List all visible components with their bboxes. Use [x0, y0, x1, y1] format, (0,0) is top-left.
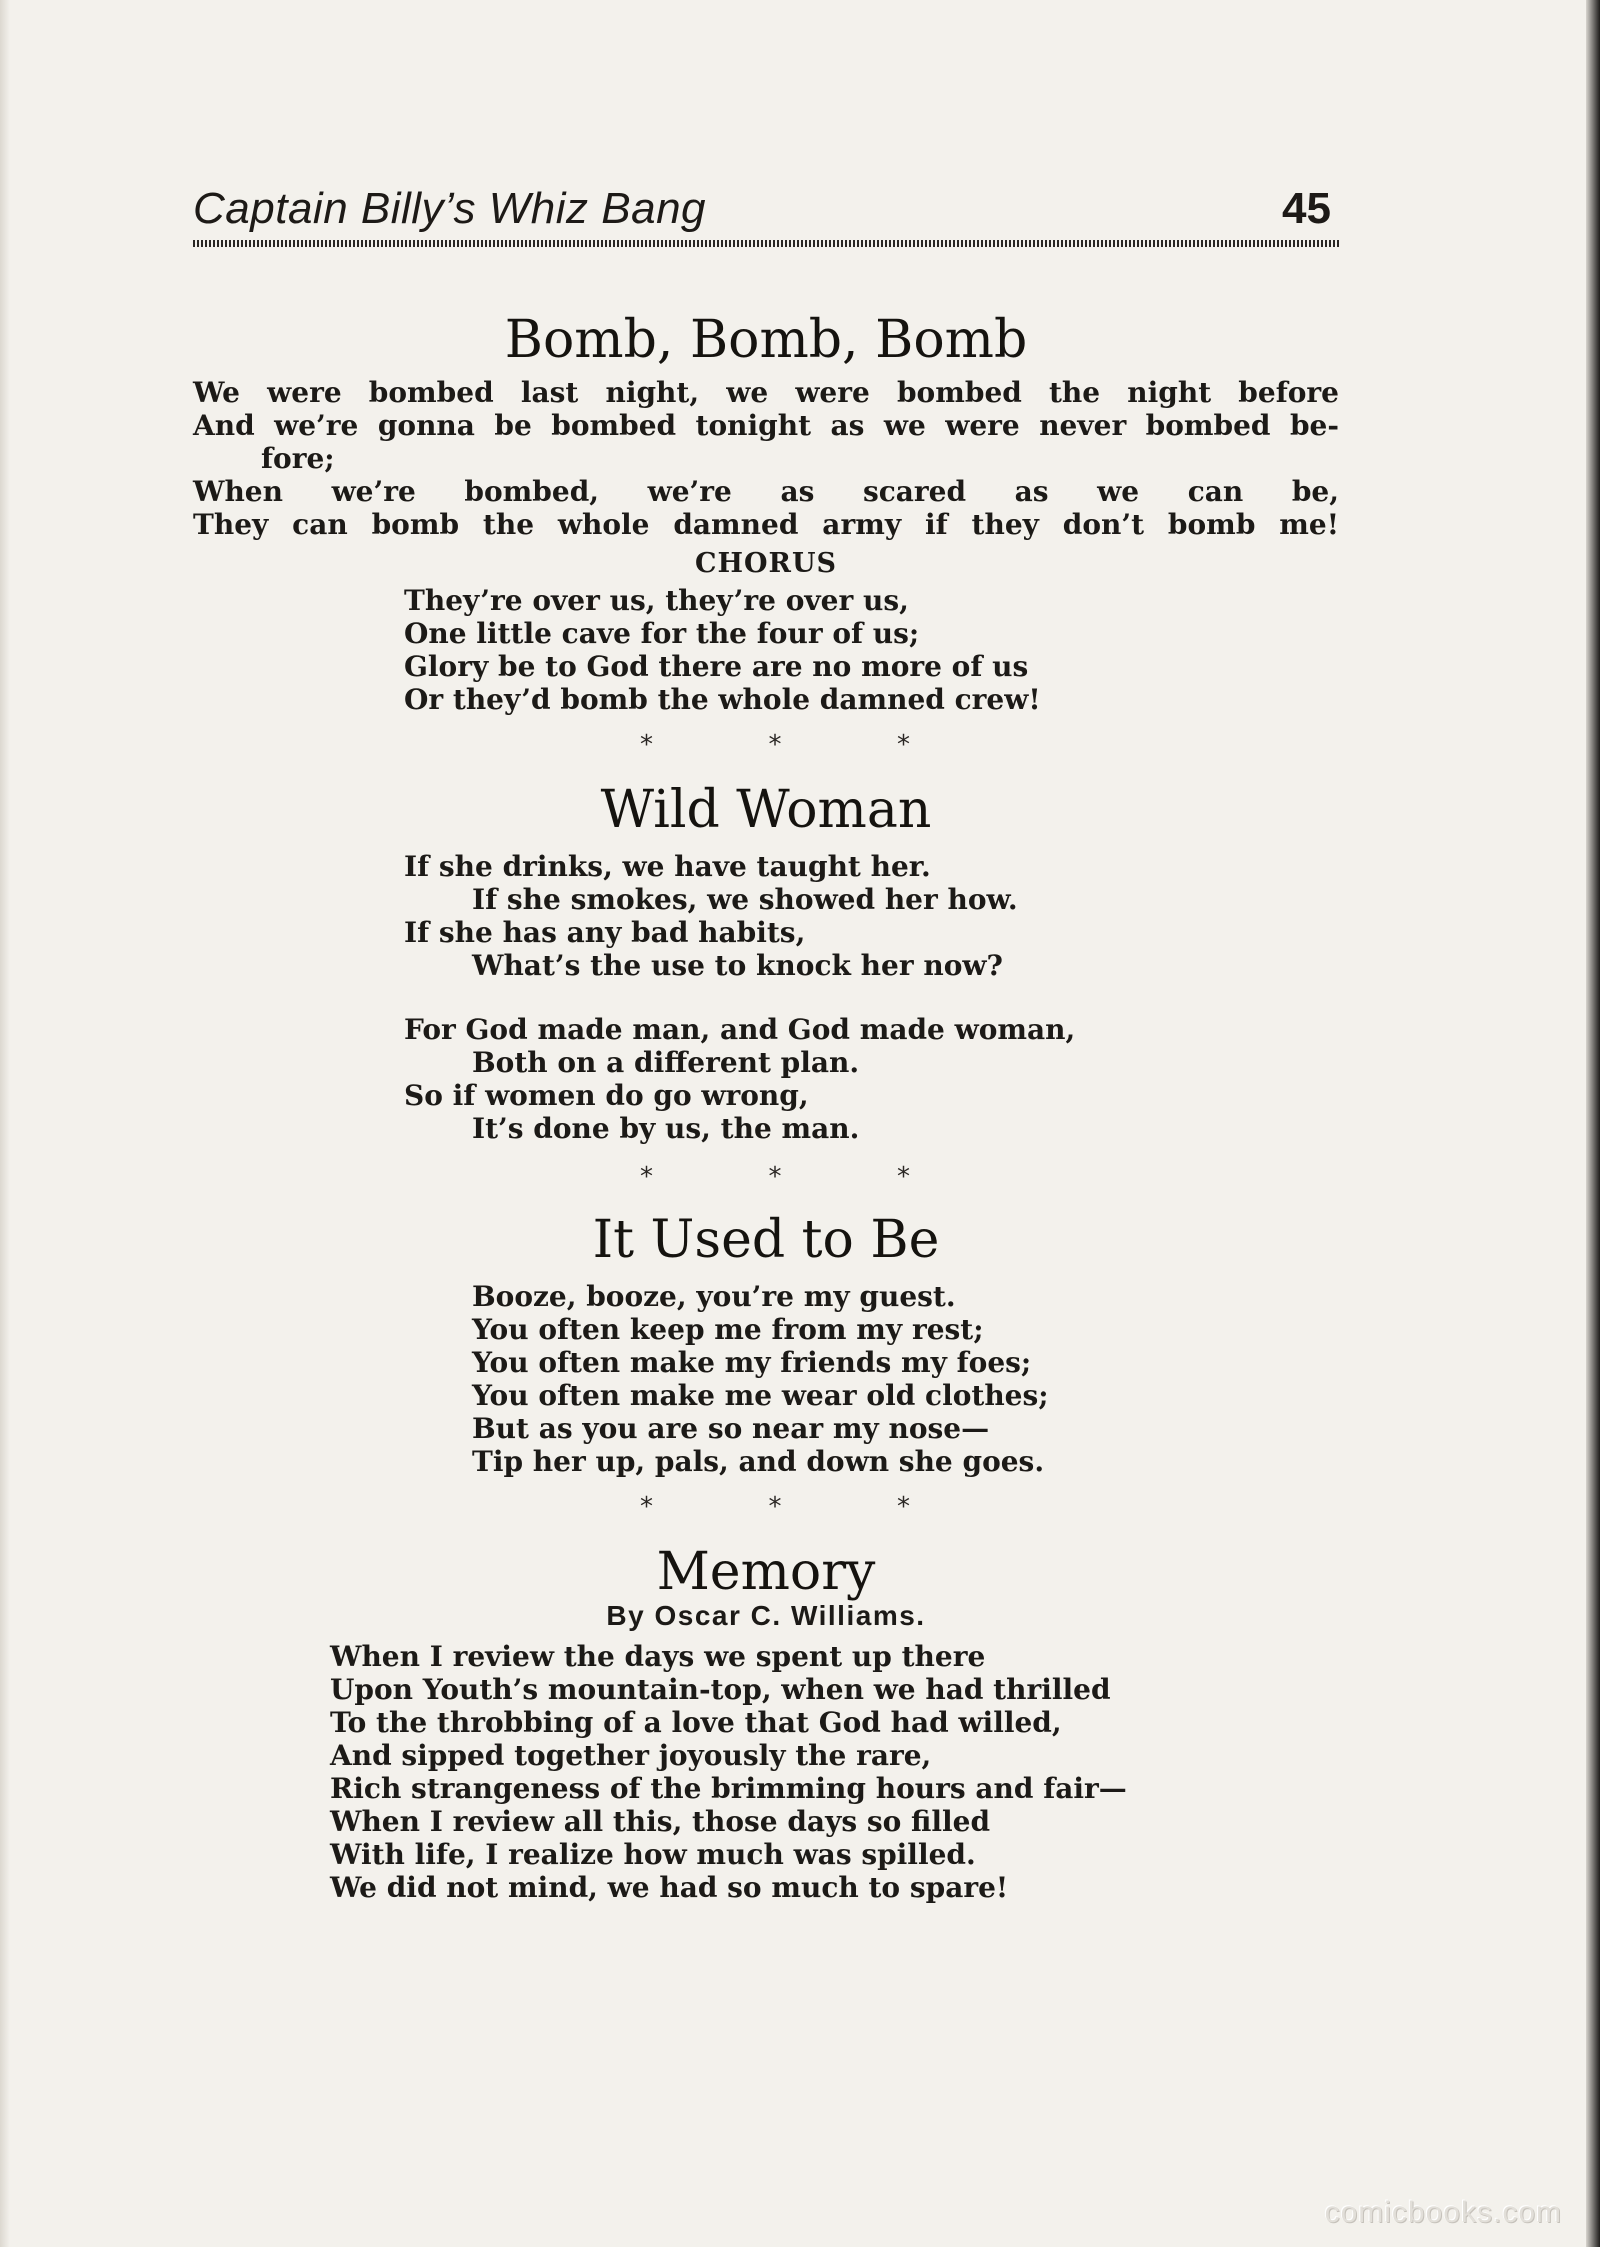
- verse-line: Rich strangeness of the brimming hours and fair—: [330, 1772, 1127, 1805]
- verse-line: You often make my friends my foes;: [472, 1346, 1032, 1379]
- poem-memory-verse: [330, 1640, 1127, 1904]
- verse-line: If she drinks, we have taught her.: [404, 850, 931, 883]
- running-header: [193, 178, 1343, 238]
- poem-used-to-be-verse: [472, 1280, 1049, 1478]
- asterisk: *: [897, 1162, 910, 1192]
- chorus-line: They’re over us, they’re over us,: [404, 584, 909, 617]
- verse-line: Upon Youth’s mountain-top, when we had thrilled: [330, 1673, 1111, 1706]
- verse-line: They can bomb the whole damned army if they don’t bomb me!: [193, 508, 1339, 541]
- header-rule: [193, 240, 1339, 247]
- chorus-line: Glory be to God there are no more of us: [404, 650, 1029, 683]
- verse-line: And sipped together joyously the rare,: [330, 1739, 932, 1772]
- verse-line: If she smokes, we showed her how.: [472, 883, 1018, 916]
- page-edge-left: [0, 0, 10, 2247]
- verse-line: You often make me wear old clothes;: [472, 1379, 1049, 1412]
- verse-line: Tip her up, pals, and down she goes.: [472, 1445, 1045, 1478]
- asterisk: *: [768, 1492, 782, 1522]
- verse-line: And we’re gonna be bombed tonight as we were never bombed be-: [193, 409, 1339, 442]
- verse-line: Booze, booze, you’re my guest.: [472, 1280, 956, 1313]
- verse-line: With life, I realize how much was spilled.: [330, 1838, 976, 1871]
- verse-line: When I review all this, those days so filled: [330, 1805, 991, 1838]
- asterisk: *: [640, 730, 653, 760]
- asterisk: *: [640, 1492, 653, 1522]
- asterisk: *: [897, 1492, 910, 1522]
- verse-line: When we’re bombed, we’re as scared as we can be,: [193, 475, 1339, 508]
- verse-line: But as you are so near my nose—: [472, 1412, 990, 1445]
- poem-wild-woman-stanza-2: [404, 1013, 1075, 1145]
- poem-bomb-verse: [193, 376, 1339, 541]
- asterisk: *: [768, 1162, 782, 1192]
- section-separator: [640, 1492, 910, 1522]
- verse-line: fore;: [261, 442, 335, 475]
- verse-line: We were bombed last night, we were bombed the night before: [193, 376, 1339, 409]
- verse-line: We did not mind, we had so much to spare!: [330, 1871, 1009, 1904]
- poem-title-wild-woman: Wild Woman: [600, 780, 932, 840]
- chorus-line: Or they’d bomb the whole damned crew!: [404, 683, 1041, 716]
- chorus-label: CHORUS: [694, 548, 837, 579]
- verse-line: For God made man, and God made woman,: [404, 1013, 1076, 1046]
- watermark: comicbooks.com: [1324, 2196, 1562, 2229]
- verse-line: So if women do go wrong,: [404, 1079, 809, 1112]
- chorus-line: One little cave for the four of us;: [404, 617, 920, 650]
- verse-line: What’s the use to knock her now?: [472, 949, 1003, 982]
- asterisk: *: [897, 730, 910, 760]
- verse-line: It’s done by us, the man.: [472, 1112, 860, 1145]
- section-separator: [640, 1162, 910, 1192]
- poem-title-bomb: Bomb, Bomb, Bomb: [504, 310, 1028, 370]
- verse-line: When I review the days we spent up there: [330, 1640, 986, 1673]
- page-edge-right: [1586, 0, 1600, 2247]
- poem-wild-woman-stanza-1: [404, 850, 1018, 982]
- verse-line: If she has any bad habits,: [404, 916, 806, 949]
- magazine-title: Captain Billy’s Whiz Bang: [193, 184, 707, 233]
- poem-bomb-chorus: [404, 584, 1041, 716]
- asterisk: *: [768, 730, 782, 760]
- poem-title-used-to-be: It Used to Be: [592, 1210, 940, 1270]
- poem-title-memory: Memory: [656, 1542, 876, 1602]
- verse-line: To the throbbing of a love that God had willed,: [330, 1706, 1062, 1739]
- page-number: 45: [1282, 184, 1331, 233]
- poem-byline: By Oscar C. Williams.: [606, 1600, 926, 1631]
- verse-line: You often keep me from my rest;: [472, 1313, 984, 1346]
- asterisk: *: [640, 1162, 653, 1192]
- section-separator: [640, 730, 910, 760]
- verse-line: Both on a different plan.: [472, 1046, 860, 1079]
